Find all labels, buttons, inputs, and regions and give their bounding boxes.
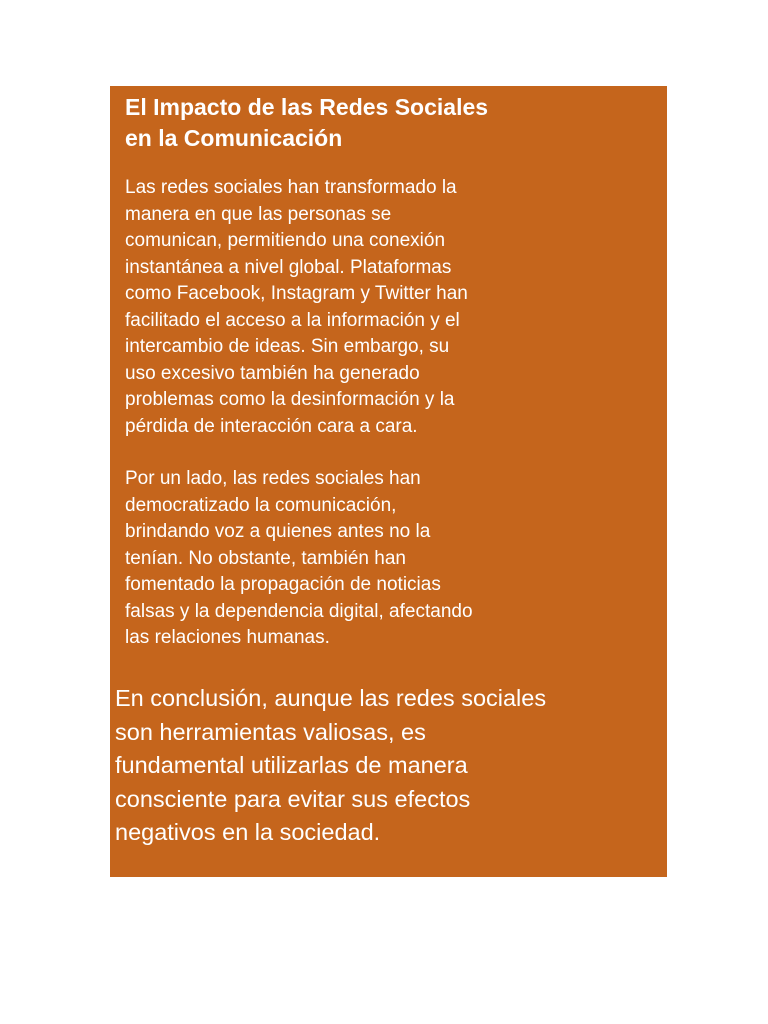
text-line: intercambio de ideas. Sin embargo, su bbox=[125, 336, 450, 357]
text-line: comunican, permitiendo una conexión bbox=[125, 230, 446, 251]
title-line: en la Comunicación bbox=[125, 125, 343, 151]
text-line: Por un lado, las redes sociales han bbox=[125, 468, 421, 489]
text-line: negativos en la sociedad. bbox=[115, 819, 381, 845]
document-title bbox=[125, 92, 645, 154]
paragraph-conclusion bbox=[115, 682, 665, 850]
text-line: como Facebook, Instagram y Twitter han bbox=[125, 283, 468, 304]
text-line: problemas como la desinformación y la bbox=[125, 389, 455, 410]
text-line: falsas y la dependencia digital, afectando bbox=[125, 600, 473, 622]
text-line: tenían. No obstante, también han bbox=[125, 547, 406, 569]
title-line: El Impacto de las Redes Sociales bbox=[125, 94, 489, 120]
text-line: Las redes sociales han transformado la bbox=[125, 177, 457, 198]
paragraph-intro bbox=[125, 175, 645, 440]
text-line: manera en que las personas se bbox=[125, 203, 392, 225]
content-card bbox=[110, 86, 667, 877]
text-line: fomentado la propagación de noticias bbox=[125, 574, 441, 595]
text-line: son herramientas valiosas, es bbox=[115, 718, 426, 745]
text-line: instantánea a nivel global. Plataformas bbox=[125, 256, 452, 278]
paragraph-body bbox=[125, 466, 645, 652]
text-line: democratizado la comunicación, bbox=[125, 494, 397, 516]
text-line: fundamental utilizarlas de manera bbox=[115, 752, 468, 778]
text-line: facilitado el acceso a la información y el bbox=[125, 309, 460, 331]
text-line: pérdida de interacción cara a cara. bbox=[125, 415, 418, 437]
text-line: las relaciones humanas. bbox=[125, 627, 330, 648]
text-line: uso excesivo también ha generado bbox=[125, 362, 420, 384]
text-line: consciente para evitar sus efectos bbox=[115, 785, 471, 812]
text-line: brindando voz a quienes antes no la bbox=[125, 521, 431, 542]
text-line: En conclusión, aunque las redes sociales bbox=[115, 685, 547, 711]
